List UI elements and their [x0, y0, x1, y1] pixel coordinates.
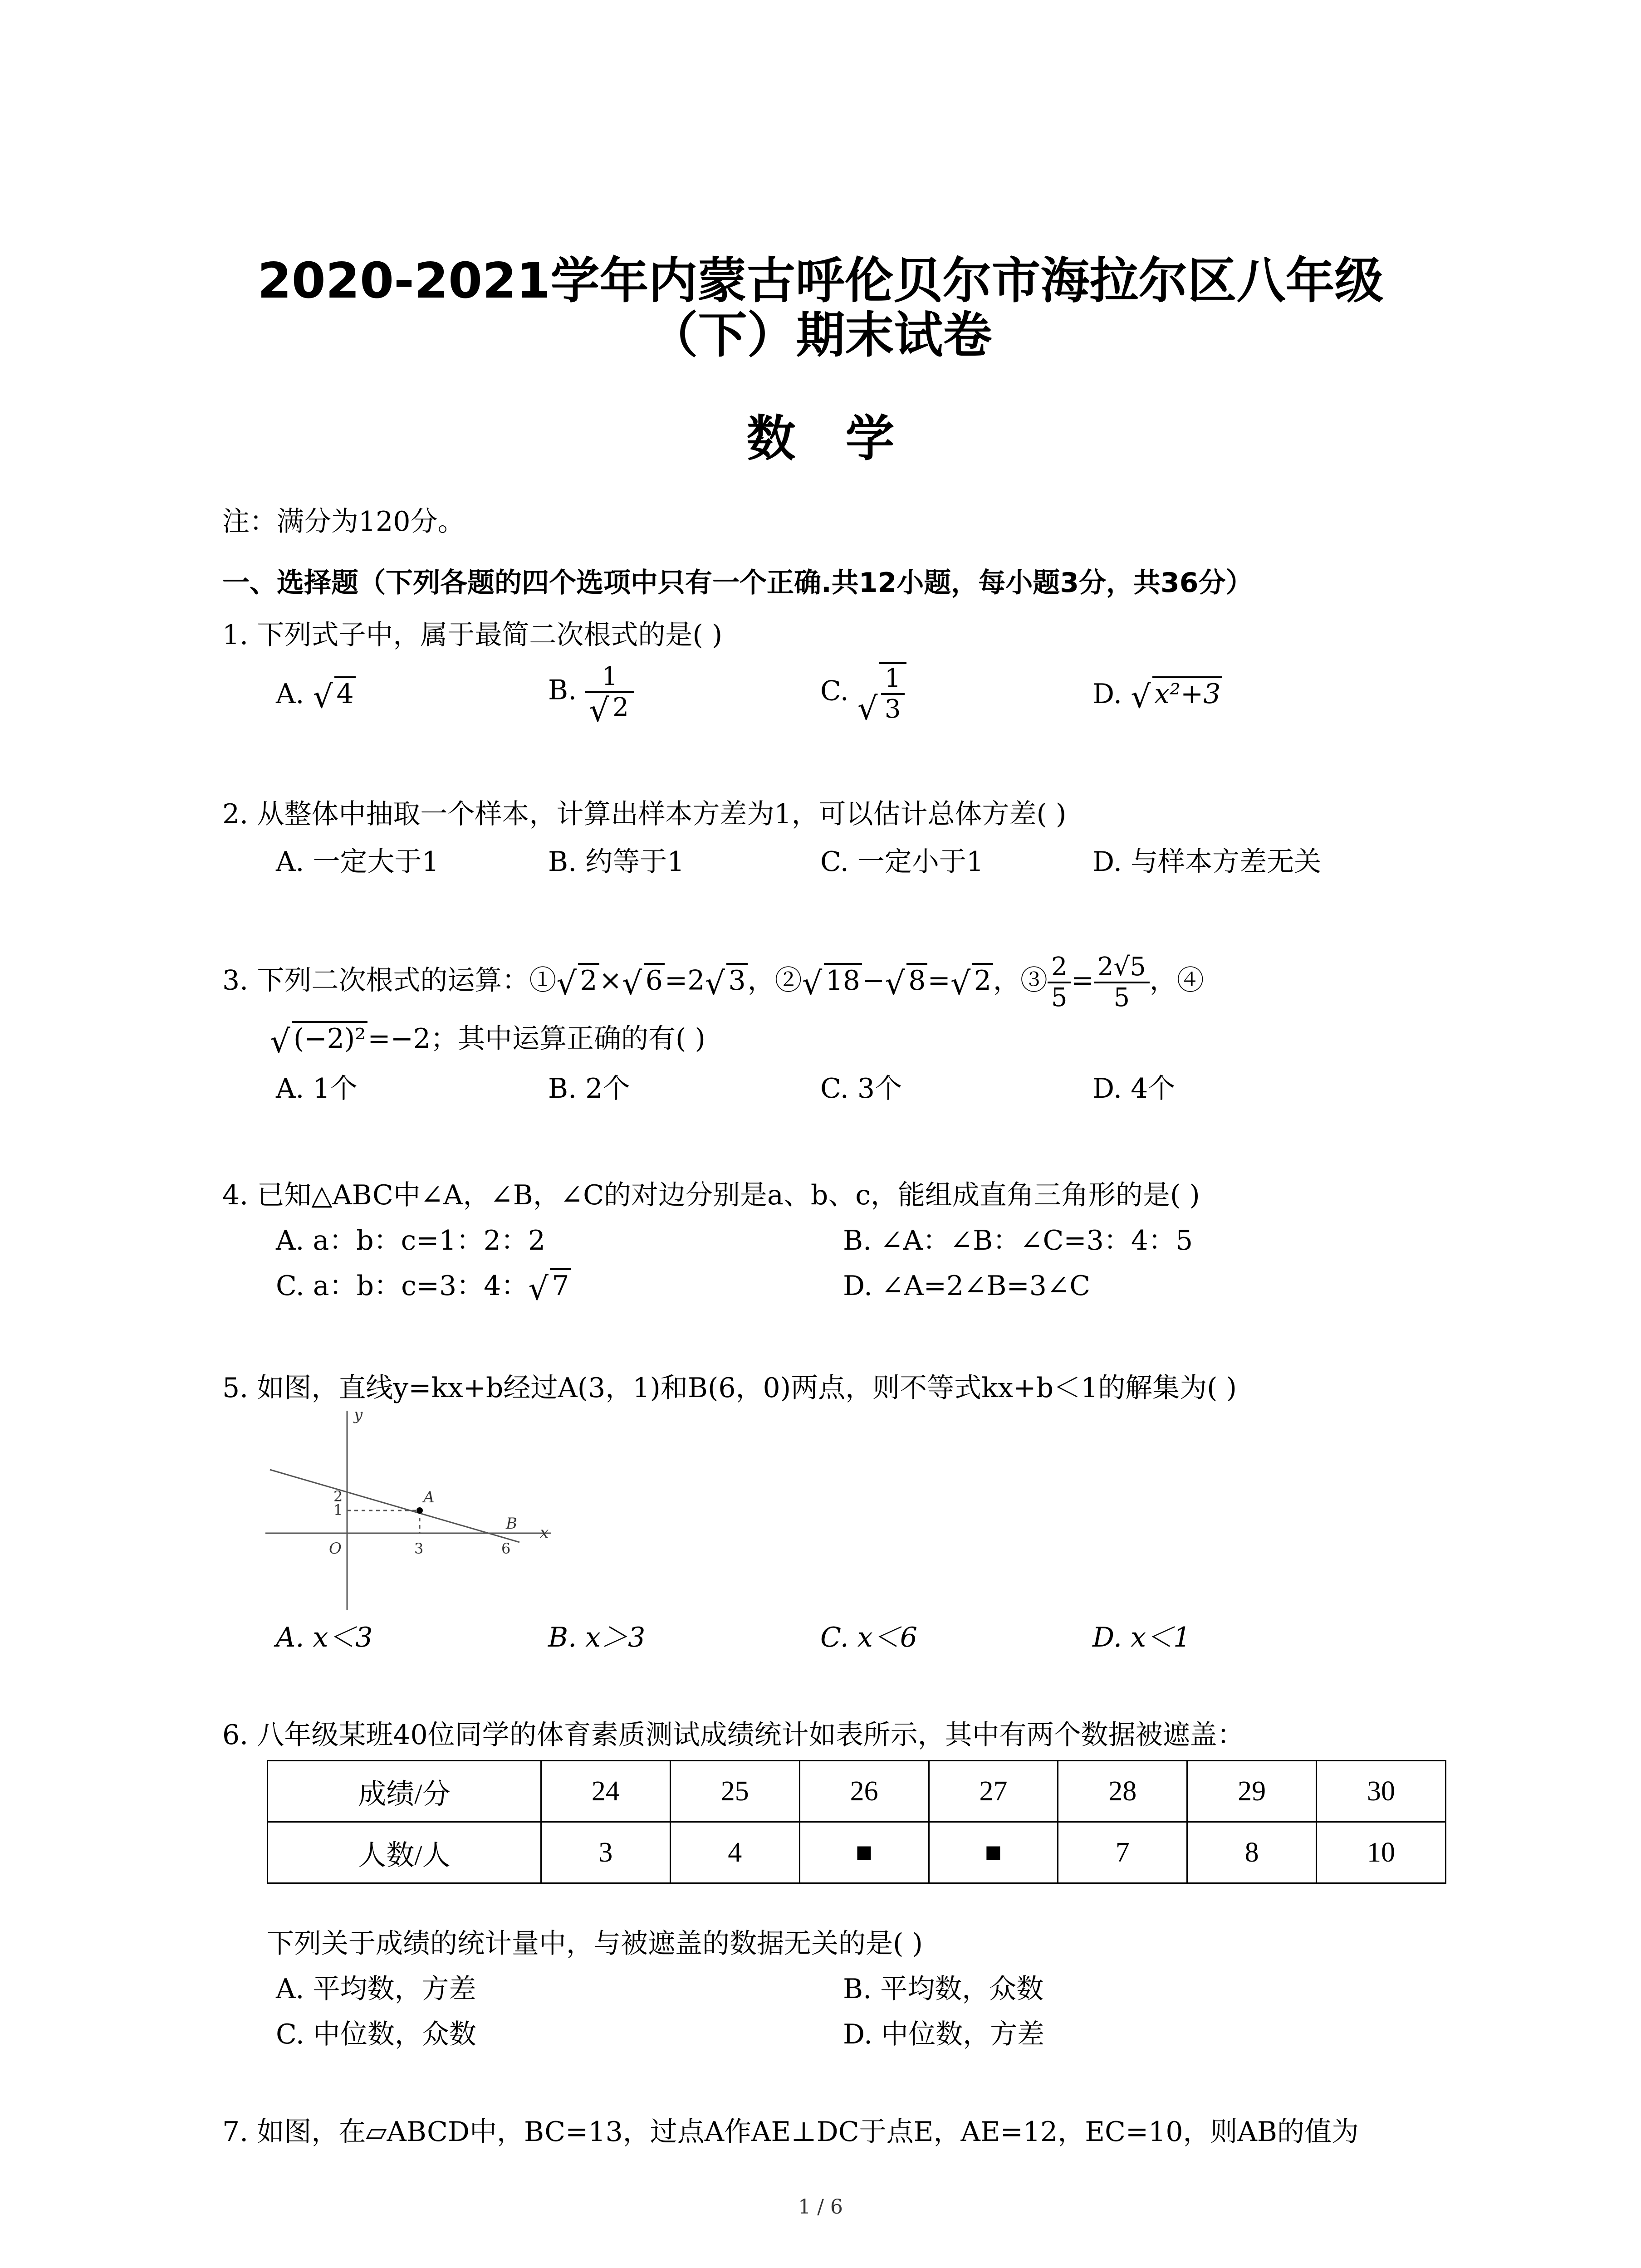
title-line-2: （下）期末试卷	[649, 307, 992, 364]
q3-stem: 3. 下列二次根式的运算：①√ 2×√ 6=2√ 3，②√ 18−√ 8=√ 2，③ $\frac{2}{5}$ = $\frac{2√5}{5}$ ，④	[222, 953, 1204, 1012]
q2-option-a: A. 一定大于1	[276, 846, 439, 878]
table-cell: 28	[1058, 1761, 1187, 1822]
q4-option-a: A. a：b：c=1：2：2	[276, 1225, 546, 1256]
table-cell: 人数/人	[268, 1822, 541, 1883]
q1-option-a	[276, 676, 356, 712]
q1-c-radical: √ $\frac{1}{3}$	[857, 662, 906, 724]
q2-option-d: D. 与样本方差无关	[1092, 846, 1322, 878]
table-cell: 24	[541, 1761, 671, 1822]
page-number: 1 / 6	[798, 2195, 843, 2219]
graph-tick-2: 2	[333, 1488, 343, 1505]
q1-b-label: B.	[548, 674, 577, 706]
q2-option-c: C. 一定小于1	[820, 846, 984, 878]
table-cell: 10	[1317, 1822, 1446, 1883]
q6-option-a: A. 平均数，方差	[276, 1973, 476, 2005]
graph-point-a-label: A	[423, 1488, 435, 1506]
table-cell: 4	[670, 1822, 799, 1883]
q7-stem: 7. 如图，在▱ABCD中，BC=13，过点A作AE⊥DC于点E，AE=12，EC=10，则AB的值为	[222, 2116, 1359, 2148]
q1-a-radical: √ 4	[313, 676, 355, 712]
q3-option-c: C. 3个	[820, 1073, 902, 1105]
q6-option-d: D. 中位数，方差	[843, 2019, 1045, 2050]
q1-option-d	[1092, 676, 1222, 712]
q6-sub-question: 下列关于成绩的统计量中，与被遮盖的数据无关的是( )	[267, 1928, 923, 1960]
graph-tick-6: 6	[501, 1540, 511, 1557]
q4-option-c: C. a：b：c=3：4：√ 7	[276, 1268, 571, 1304]
table-cell: 25	[670, 1761, 799, 1822]
graph-y-label: y	[354, 1406, 363, 1424]
q1-option-b	[548, 662, 634, 722]
table-cell: 29	[1187, 1761, 1317, 1822]
table-cell: 8	[1187, 1822, 1317, 1883]
q5-option-b: B. x＞3	[548, 1622, 646, 1653]
q5-line-graph	[265, 1402, 556, 1610]
q5-option-c: C. x＜6	[820, 1622, 917, 1653]
q1-option-c	[820, 662, 906, 724]
q6-stem: 6. 八年级某班40位同学的体育素质测试成绩统计如表所示，其中有两个数据被遮盖：	[222, 1719, 1244, 1751]
table-cell: 7	[1058, 1822, 1187, 1883]
q6-option-b: B. 平均数，众数	[843, 1973, 1044, 2005]
q4-stem: 4. 已知△ABC中∠A，∠B，∠C的对边分别是a、b、c，能组成直角三角形的是( )	[222, 1179, 1200, 1211]
q4-option-d: D. ∠A=2∠B=3∠C	[843, 1270, 1091, 1302]
q1-a-label: A.	[276, 678, 304, 710]
table-row	[268, 1822, 1446, 1883]
note: 注：满分为120分。	[222, 506, 465, 538]
table-cell: 3	[541, 1822, 671, 1883]
q3-stem-line2: √ (−2)²=−2；其中运算正确的有( )	[270, 1021, 705, 1057]
graph-tick-3: 3	[414, 1540, 424, 1557]
q5-option-a: A. x＜3	[276, 1622, 373, 1653]
q2-option-b: B. 约等于1	[548, 846, 685, 878]
q5-option-d: D. x＜1	[1092, 1622, 1191, 1653]
graph-point-b-label: B	[506, 1515, 517, 1533]
score-table	[267, 1760, 1446, 1884]
section-heading: 一、选择题（下列各题的四个选项中只有一个正确.共12小题，每小题3分，共36分）	[222, 567, 1253, 599]
q1-b-fraction: 1 √ 2	[585, 662, 634, 722]
q1-d-radical: √ x²+3	[1131, 676, 1222, 712]
table-cell: ■	[799, 1822, 929, 1883]
title-line-1: 2020-2021学年内蒙古呼伦贝尔市海拉尔区八年级	[257, 253, 1384, 309]
q3-option-a: A. 1个	[276, 1073, 358, 1105]
subject-title: 数学	[746, 411, 945, 467]
table-cell: 成绩/分	[268, 1761, 541, 1822]
table-cell: 30	[1317, 1761, 1446, 1822]
q2-stem: 2. 从整体中抽取一个样本，计算出样本方差为1，可以估计总体方差( )	[222, 798, 1067, 830]
q3-option-d: D. 4个	[1092, 1073, 1176, 1105]
table-row	[268, 1761, 1446, 1822]
q1-c-label: C.	[820, 675, 849, 707]
graph-origin-label: O	[329, 1540, 342, 1558]
q3-option-b: B. 2个	[548, 1073, 630, 1105]
q5-stem: 5. 如图，直线y=kx+b经过A(3，1)和B(6，0)两点，则不等式kx+b＜1的解集为( )	[222, 1372, 1237, 1404]
table-cell: 27	[929, 1761, 1058, 1822]
q1-d-label: D.	[1092, 678, 1122, 710]
q1-stem: 1. 下列式子中，属于最简二次根式的是( )	[222, 619, 723, 651]
graph-x-label: x	[540, 1524, 549, 1542]
table-cell: 26	[799, 1761, 929, 1822]
q6-option-c: C. 中位数，众数	[276, 2019, 476, 2050]
graph-tick-1: 1	[333, 1501, 343, 1519]
q4-option-b: B. ∠A：∠B：∠C=3：4：5	[843, 1225, 1193, 1256]
table-cell: ■	[929, 1822, 1058, 1883]
